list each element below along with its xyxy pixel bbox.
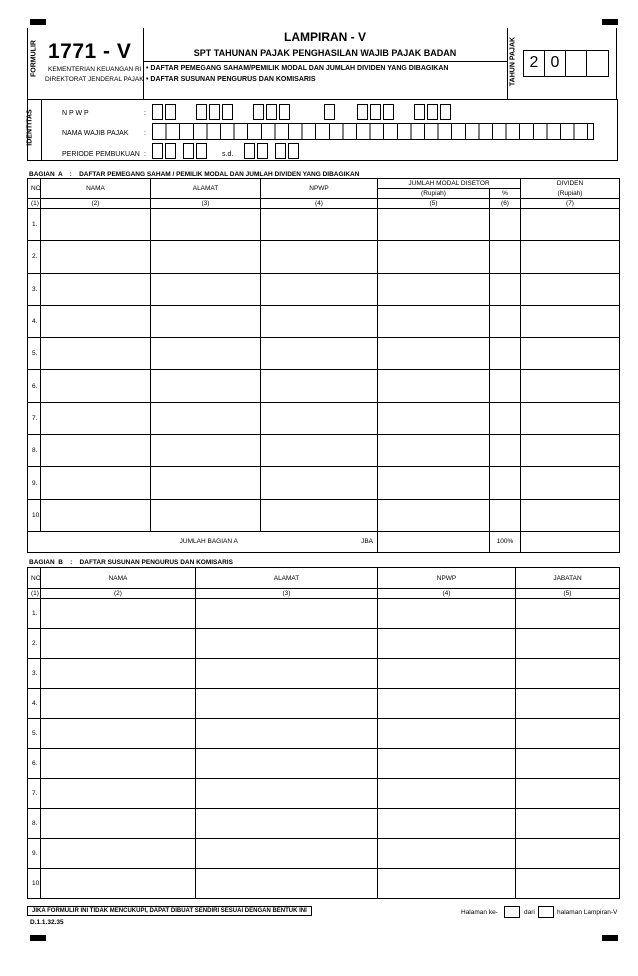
col-index: (7) <box>521 199 620 209</box>
cell-nama-input[interactable] <box>41 499 151 531</box>
cell-modal-input[interactable] <box>378 467 490 499</box>
cell-npwp-input[interactable] <box>261 402 378 434</box>
col-index: (4) <box>378 589 516 599</box>
table-row <box>28 659 620 689</box>
cell-alamat-input[interactable] <box>151 499 261 531</box>
table-row <box>28 749 620 779</box>
row-number: 6. <box>28 370 41 402</box>
cell-alamat-input[interactable] <box>196 749 378 779</box>
row-number: 5. <box>28 719 41 749</box>
row-number: 7. <box>28 779 41 809</box>
table-row <box>28 629 620 659</box>
cell-nama-input[interactable] <box>41 719 196 749</box>
cell-modal-input[interactable] <box>378 370 490 402</box>
cell-jabatan-input[interactable] <box>516 749 620 779</box>
cell-dividen-input[interactable] <box>521 435 620 467</box>
cell-modal-input[interactable] <box>378 402 490 434</box>
total-halaman-input[interactable] <box>538 906 554 918</box>
table-row <box>28 869 620 899</box>
cell-pct-input[interactable] <box>490 273 521 305</box>
cell-alamat-input[interactable] <box>151 370 261 402</box>
jumlah-bagian-a-label: JUMLAH BAGIAN A <box>179 538 238 546</box>
cell-nama-input[interactable] <box>41 435 151 467</box>
cell-nama-input[interactable] <box>41 689 196 719</box>
cell-nama-input[interactable] <box>41 749 196 779</box>
cell-modal-input[interactable] <box>378 209 490 241</box>
col-header-dividen-unit: (Rupiah) <box>521 189 620 199</box>
row-number: 2. <box>28 629 41 659</box>
cell-npwp-input[interactable] <box>378 749 516 779</box>
cell-alamat-input[interactable] <box>151 241 261 273</box>
total-pct: 100% <box>490 531 521 552</box>
footer-note: JIKA FORMULIR INI TIDAK MENCUKUPI, DAPAT DIBUAT SENDIRI SESUAI DENGAN BENTUK INI <box>27 906 312 916</box>
table-row <box>28 209 620 241</box>
cell-nama-input[interactable] <box>41 273 151 305</box>
col-header-nama: NAMA <box>41 179 151 199</box>
total-row-spacer <box>28 531 41 552</box>
cell-nama-input[interactable] <box>41 305 151 337</box>
table-row <box>28 839 620 869</box>
cell-pct-input[interactable] <box>490 338 521 370</box>
cell-alamat-input[interactable] <box>196 779 378 809</box>
cell-npwp-input[interactable] <box>378 659 516 689</box>
halaman-ke-label: Halaman ke- <box>461 909 498 916</box>
cell-pct-input[interactable] <box>490 370 521 402</box>
bagian-b-title: BAGIAN B : DAFTAR SUSUNAN PENGURUS DAN KOMISARIS <box>29 559 233 566</box>
cell-modal-input[interactable] <box>378 273 490 305</box>
row-number: 10. <box>28 869 41 899</box>
spt-title: SPT TAHUNAN PAJAK PENGHASILAN WAJIB PAJAK BADAN <box>193 48 457 58</box>
npwp-label: N P W P <box>62 110 89 117</box>
cell-nama-input[interactable] <box>41 839 196 869</box>
col-index: (2) <box>41 199 151 209</box>
cell-alamat-input[interactable] <box>151 305 261 337</box>
registration-mark-bottom-right <box>602 935 618 941</box>
year-digit-2[interactable]: 0 <box>550 54 560 71</box>
cell-alamat-input[interactable] <box>151 435 261 467</box>
cell-npwp-input[interactable] <box>261 499 378 531</box>
row-number: 8. <box>28 435 41 467</box>
cell-dividen-input[interactable] <box>521 209 620 241</box>
cell-npwp-input[interactable] <box>378 719 516 749</box>
form-code: D.1.1.32.35 <box>30 919 64 926</box>
table-row <box>28 779 620 809</box>
table-row <box>28 435 620 467</box>
row-number: 6. <box>28 749 41 779</box>
periode-end-boxes[interactable] <box>244 143 324 159</box>
row-number: 3. <box>28 659 41 689</box>
cell-npwp-input[interactable] <box>261 435 378 467</box>
cell-jabatan-input[interactable] <box>516 659 620 689</box>
dari-label: dari <box>524 909 535 916</box>
table-row <box>28 273 620 305</box>
table-row <box>28 689 620 719</box>
cell-npwp-input[interactable] <box>378 599 516 629</box>
col-header-no: NO <box>28 568 41 589</box>
cell-npwp-input[interactable] <box>378 869 516 899</box>
col-index: (1) <box>28 199 41 209</box>
cell-modal-input[interactable] <box>378 338 490 370</box>
col-header-modal-unit: (Rupiah) <box>378 189 490 199</box>
cell-dividen-input[interactable] <box>521 467 620 499</box>
cell-npwp-input[interactable] <box>261 241 378 273</box>
cell-alamat-input[interactable] <box>151 273 261 305</box>
cell-pct-input[interactable] <box>490 499 521 531</box>
bagian-b-table <box>27 567 620 899</box>
cell-pct-input[interactable] <box>490 241 521 273</box>
table-row <box>28 370 620 402</box>
cell-npwp-input[interactable] <box>378 779 516 809</box>
cell-pct-input[interactable] <box>490 209 521 241</box>
table-row <box>28 499 620 531</box>
cell-nama-input[interactable] <box>41 402 151 434</box>
cell-alamat-input[interactable] <box>151 402 261 434</box>
halaman-ke-input[interactable] <box>504 906 520 918</box>
sd-label: s.d. <box>222 151 234 158</box>
registration-mark-top-right <box>602 19 618 25</box>
lampiran-title: LAMPIRAN - V <box>284 30 366 44</box>
col-index: (6) <box>490 199 521 209</box>
form-number: 1771 - V <box>48 40 132 63</box>
cell-npwp-input[interactable] <box>261 273 378 305</box>
col-header-jabatan: JABATAN <box>516 568 620 589</box>
cell-nama-input[interactable] <box>41 370 151 402</box>
cell-nama-input[interactable] <box>41 779 196 809</box>
tahun-pajak-box <box>523 50 609 77</box>
cell-alamat-input[interactable] <box>196 629 378 659</box>
col-header-modal: JUMLAH MODAL DISETOR <box>378 179 521 189</box>
col-header-alamat: ALAMAT <box>196 568 378 589</box>
npwp-colon: : <box>144 110 146 117</box>
cell-jabatan-input[interactable] <box>516 719 620 749</box>
cell-jabatan-input[interactable] <box>516 629 620 659</box>
cell-jabatan-input[interactable] <box>516 809 620 839</box>
cell-modal-input[interactable] <box>378 241 490 273</box>
cell-dividen-input[interactable] <box>521 241 620 273</box>
cell-modal-input[interactable] <box>378 499 490 531</box>
cell-alamat-input[interactable] <box>196 719 378 749</box>
table-row <box>28 402 620 434</box>
ministry-name: KEMENTERIAN KEUANGAN RI <box>48 66 142 73</box>
cell-nama-input[interactable] <box>41 659 196 689</box>
cell-jabatan-input[interactable] <box>516 869 620 899</box>
cell-npwp-input[interactable] <box>261 370 378 402</box>
table-row <box>28 338 620 370</box>
table-row <box>28 719 620 749</box>
cell-npwp-input[interactable] <box>261 209 378 241</box>
row-number: 5. <box>28 338 41 370</box>
table-row <box>28 305 620 337</box>
cell-pct-input[interactable] <box>490 305 521 337</box>
directorate-name: DIREKTORAT JENDERAL PAJAK <box>45 76 144 83</box>
cell-alamat-input[interactable] <box>151 467 261 499</box>
col-index: (2) <box>41 589 196 599</box>
cell-npwp-input[interactable] <box>261 338 378 370</box>
row-number: 3. <box>28 273 41 305</box>
cell-nama-input[interactable] <box>41 629 196 659</box>
col-index: (3) <box>151 199 261 209</box>
col-header-pct: % <box>490 189 521 199</box>
nama-wajib-pajak-label: NAMA WAJIB PAJAK <box>62 130 129 137</box>
cell-pct-input[interactable] <box>490 435 521 467</box>
cell-pct-input[interactable] <box>490 402 521 434</box>
cell-nama-input[interactable] <box>41 209 151 241</box>
bullet-bagian-b: • DAFTAR SUSUNAN PENGURUS DAN KOMISARIS <box>146 76 316 83</box>
cell-modal-input[interactable] <box>378 435 490 467</box>
row-number: 1. <box>28 599 41 629</box>
row-number: 8. <box>28 809 41 839</box>
registration-mark-bottom-left <box>30 935 46 941</box>
cell-alamat-input[interactable] <box>196 839 378 869</box>
cell-pct-input[interactable] <box>490 467 521 499</box>
col-header-npwp: NPWP <box>261 179 378 199</box>
cell-alamat-input[interactable] <box>196 689 378 719</box>
cell-nama-input[interactable] <box>41 338 151 370</box>
col-index: (3) <box>196 589 378 599</box>
table-row <box>28 241 620 273</box>
cell-nama-input[interactable] <box>41 241 151 273</box>
nama-colon: : <box>144 130 146 137</box>
col-index: (5) <box>378 199 490 209</box>
identitas-label: IDENTITAS <box>26 109 34 146</box>
cell-alamat-input[interactable] <box>151 338 261 370</box>
cell-dividen-input[interactable] <box>521 273 620 305</box>
col-header-nama: NAMA <box>41 568 196 589</box>
npwp-input-boxes[interactable] <box>152 104 592 120</box>
cell-alamat-input[interactable] <box>151 209 261 241</box>
row-number: 9. <box>28 467 41 499</box>
cell-jabatan-input[interactable] <box>516 839 620 869</box>
periode-pembukuan-label: PERIODE PEMBUKUAN <box>62 151 140 158</box>
cell-jabatan-input[interactable] <box>516 779 620 809</box>
nama-wajib-pajak-input[interactable] <box>152 123 594 140</box>
cell-dividen-input[interactable] <box>521 305 620 337</box>
cell-alamat-input[interactable] <box>196 599 378 629</box>
cell-npwp-input[interactable] <box>378 809 516 839</box>
table-row <box>28 599 620 629</box>
row-number: 4. <box>28 305 41 337</box>
col-header-npwp: NPWP <box>378 568 516 589</box>
cell-alamat-input[interactable] <box>196 659 378 689</box>
tahun-pajak-label: TAHUN PAJAK <box>509 36 517 87</box>
cell-npwp-input[interactable] <box>378 839 516 869</box>
cell-jabatan-input[interactable] <box>516 689 620 719</box>
col-index: (4) <box>261 199 378 209</box>
cell-alamat-input[interactable] <box>196 869 378 899</box>
cell-nama-input[interactable] <box>41 599 196 629</box>
cell-npwp-input[interactable] <box>378 689 516 719</box>
cell-npwp-input[interactable] <box>261 305 378 337</box>
periode-colon: : <box>144 151 146 158</box>
year-digit-1[interactable]: 2 <box>529 54 539 71</box>
row-number: 4. <box>28 689 41 719</box>
cell-npwp-input[interactable] <box>378 629 516 659</box>
col-header-alamat: ALAMAT <box>151 179 261 199</box>
cell-dividen-input[interactable] <box>521 499 620 531</box>
formulir-label: FORMULIR <box>30 40 38 77</box>
row-number: 2. <box>28 241 41 273</box>
row-number: 1. <box>28 209 41 241</box>
cell-npwp-input[interactable] <box>261 467 378 499</box>
bagian-a-title: BAGIAN A : DAFTAR PEMEGANG SAHAM / PEMILIK MODAL DAN JUMLAH DIVIDEN YANG DIBAGIKAN <box>29 171 360 178</box>
cell-nama-input[interactable] <box>41 467 151 499</box>
bullet-bagian-a: • DAFTAR PEMEGANG SAHAM/PEMILIK MODAL DAN JUMLAH DIVIDEN YANG DIBAGIKAN <box>146 65 449 72</box>
row-number: 10. <box>28 499 41 531</box>
total-dividen-input[interactable] <box>521 531 620 552</box>
cell-alamat-input[interactable] <box>196 809 378 839</box>
bagian-a-table <box>27 178 620 553</box>
table-row <box>28 467 620 499</box>
total-label-cell <box>41 531 378 552</box>
total-modal-input[interactable] <box>378 531 490 552</box>
cell-modal-input[interactable] <box>378 305 490 337</box>
cell-nama-input[interactable] <box>41 809 196 839</box>
cell-dividen-input[interactable] <box>521 370 620 402</box>
table-row <box>28 809 620 839</box>
jba-code: JBA <box>361 537 373 545</box>
col-header-no: NO <box>28 179 41 199</box>
col-header-dividen: DIVIDEN <box>521 179 620 189</box>
col-index: (1) <box>28 589 41 599</box>
cell-jabatan-input[interactable] <box>516 599 620 629</box>
row-number: 7. <box>28 402 41 434</box>
row-number: 9. <box>28 839 41 869</box>
col-index: (5) <box>516 589 620 599</box>
cell-dividen-input[interactable] <box>521 338 620 370</box>
cell-dividen-input[interactable] <box>521 402 620 434</box>
cell-nama-input[interactable] <box>41 869 196 899</box>
halaman-lampiran-label: halaman Lampiran-V <box>557 909 618 916</box>
